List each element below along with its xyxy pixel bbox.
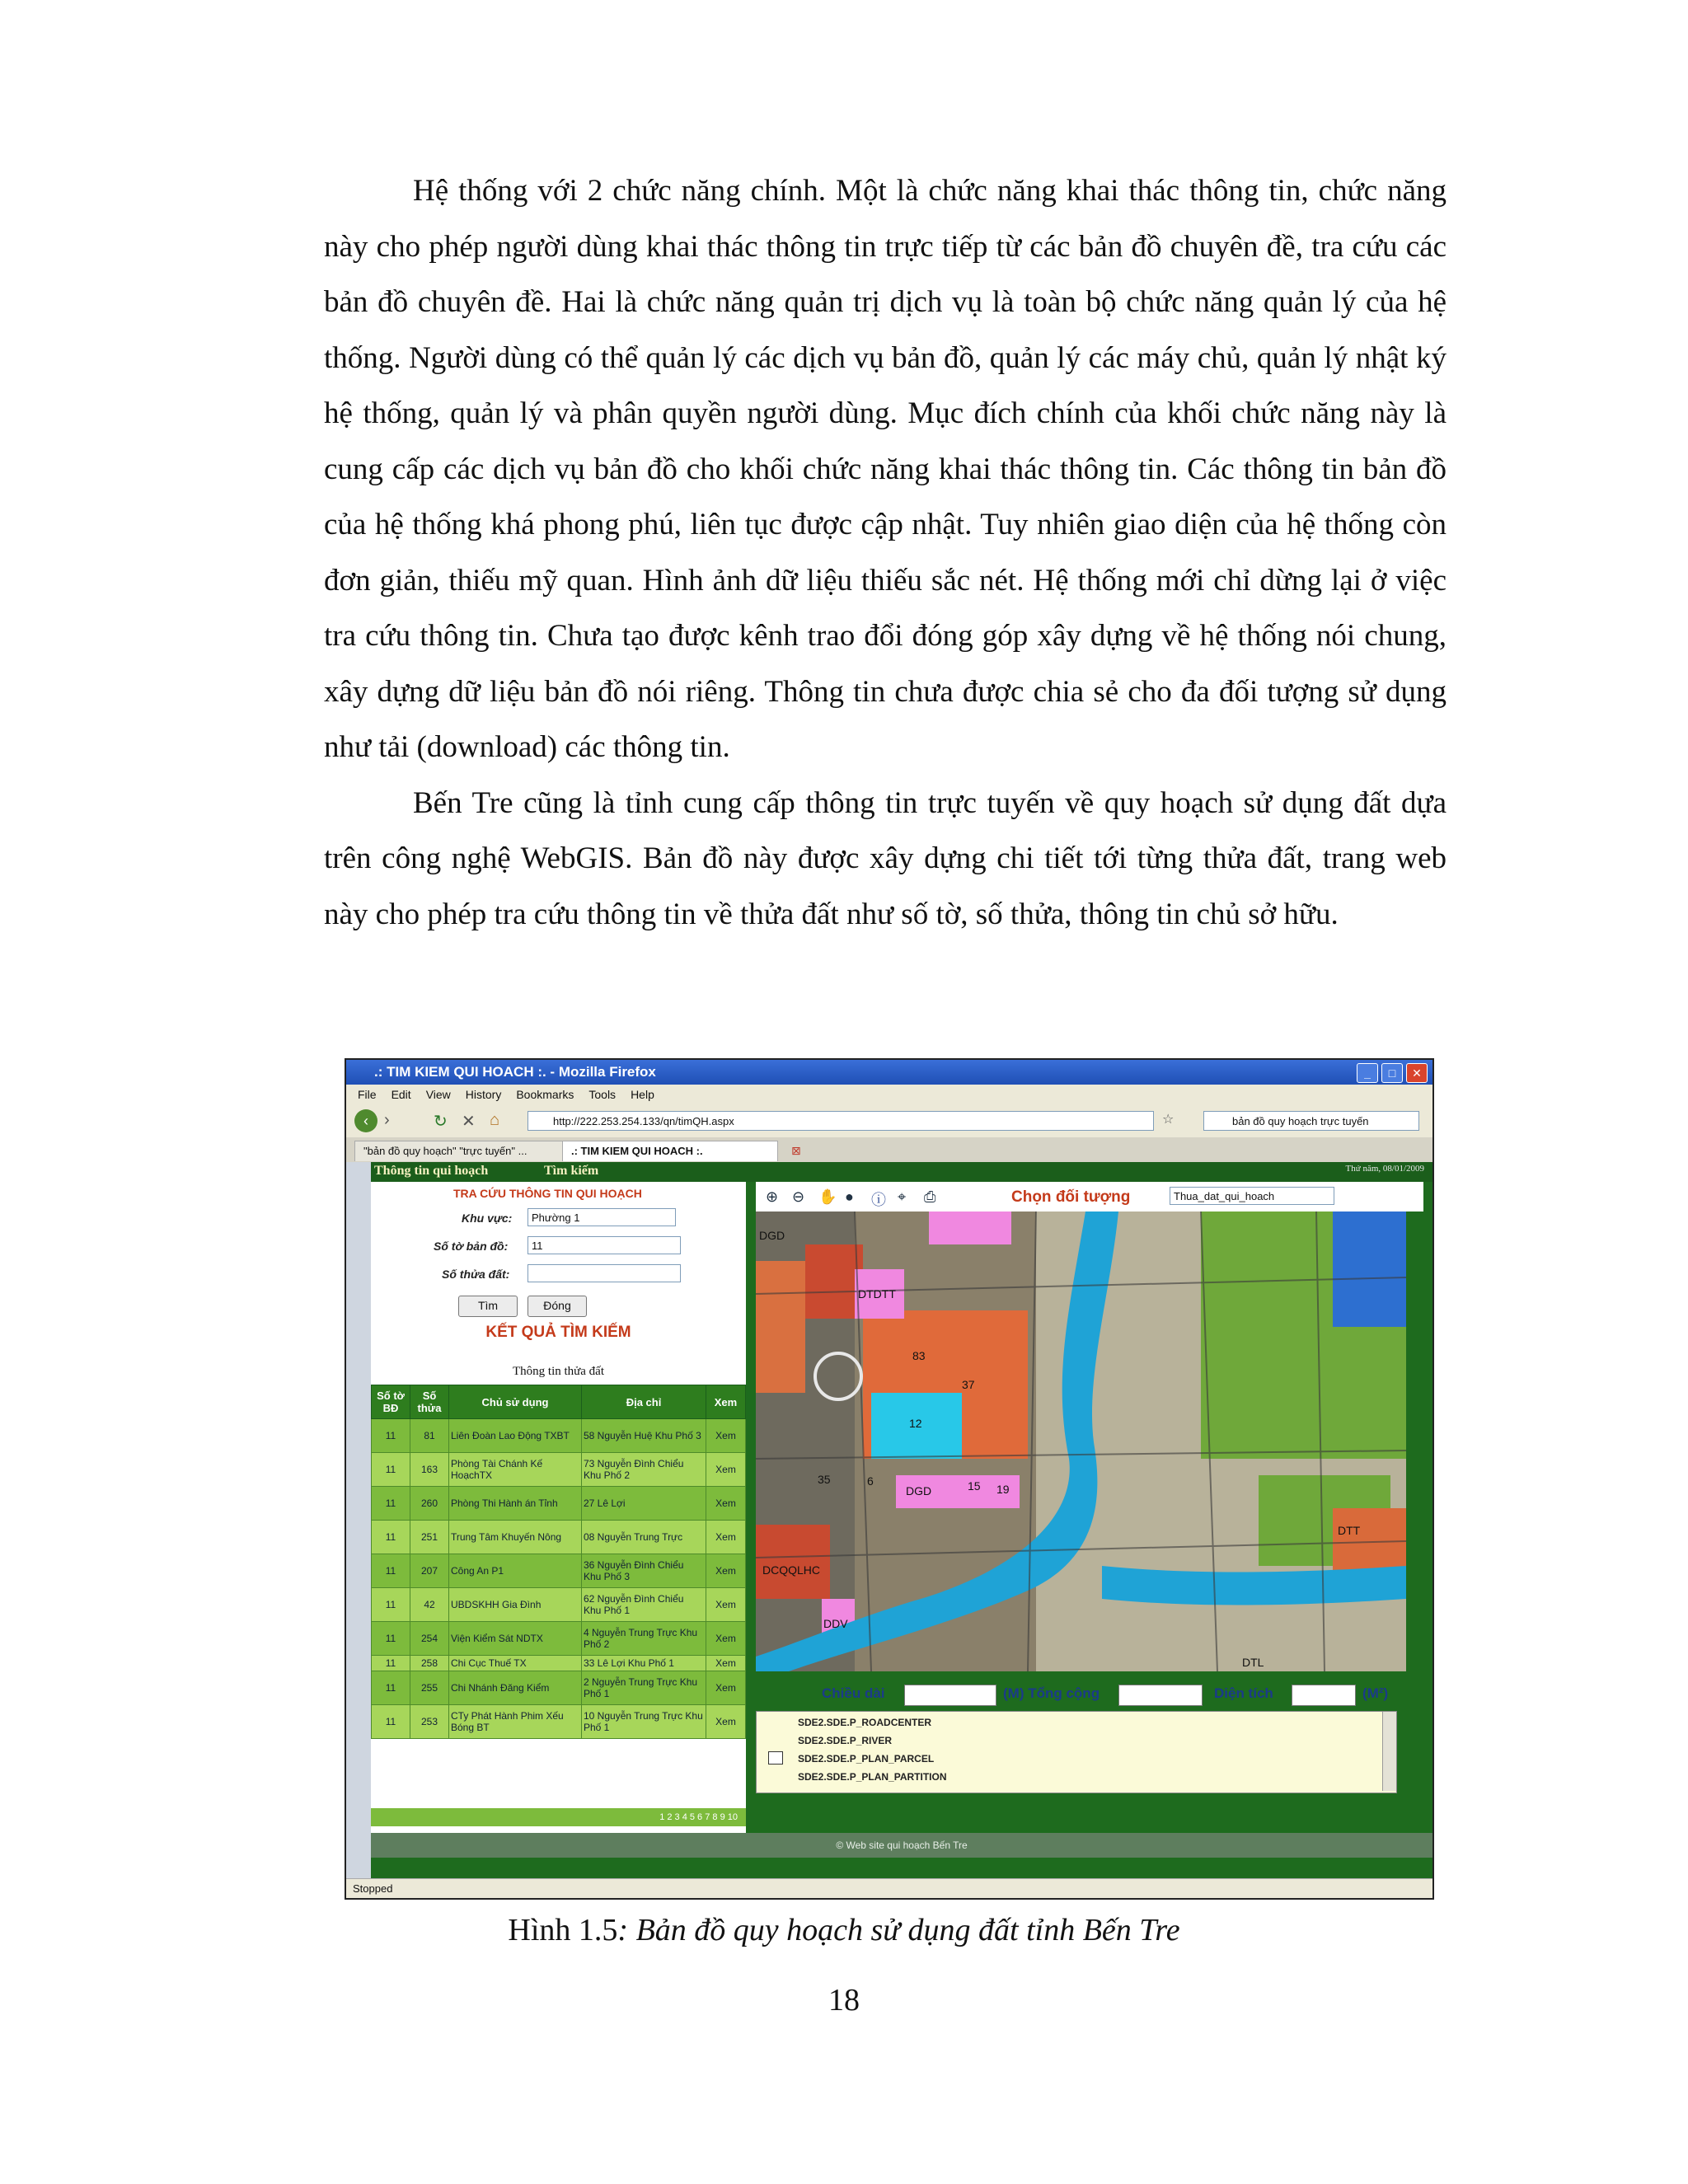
caption-prefix: Hình 1.5 [508,1913,618,1947]
dien-tich-label: Diện tích [1214,1685,1273,1701]
menu-history[interactable]: History [465,1088,502,1101]
info-icon[interactable]: ⓘ [871,1192,886,1208]
dien-tich-input[interactable] [1292,1685,1356,1706]
nav-thong-tin[interactable]: Thông tin qui hoạch [374,1164,489,1178]
sothua-input[interactable] [528,1264,681,1282]
search-input[interactable]: bản đồ quy hoạch trực tuyến [1203,1111,1419,1131]
stop-icon[interactable]: ✕ [462,1113,476,1131]
paragraph-2: Bến Tre cũng là tỉnh cung cấp thông tin trực tuyến về quy hoạch sử dụng đất dựa trên công nghệ WebGIS. Bản đồ này được xây dựng chi tiết tới từng thửa đất, trang web này cho phép tra cứu thông tin về thửa đất như số tờ, số thửa, thông tin chủ sở hữu. [324,785,1447,931]
cell-dia-chi: 73 Nguyễn Đình Chiểu Khu Phố 2 [582,1453,706,1487]
back-icon[interactable]: ‹ [354,1109,377,1132]
cell-xem[interactable]: Xem [706,1671,746,1705]
table-row [372,1622,746,1656]
map-label-dgd: DGD [906,1484,932,1497]
map-toolbar [756,1182,1423,1212]
menu-bookmarks[interactable]: Bookmarks [516,1088,574,1101]
url-input[interactable]: http://222.253.254.133/qn/timQH.aspx [528,1111,1154,1131]
map-canvas [756,1212,1406,1671]
date-label: Thứ năm, 08/01/2009 [1345,1164,1424,1174]
map-label-15: 15 [968,1479,981,1493]
cell-so-to: 11 [372,1656,410,1671]
cell-chu-su-dung: Chi Cục Thuế TX [449,1656,582,1671]
minimize-icon[interactable]: _ [1357,1063,1378,1083]
cell-so-thua: 253 [410,1705,449,1739]
status-bar: Stopped [346,1878,1432,1898]
paragraph-1: Hệ thống với 2 chức năng chính. Một là chức năng khai thác thông tin, chức năng này cho phép người dùng khai thác thông tin trực tiếp từ các bản đồ chuyên đề, tra cứu các bản đồ chuyên đề. Hai là chức năng quản trị dịch vụ là toàn bộ chức năng quản lý của hệ thống. Người dùng có thể quản lý các dịch vụ bản đồ, quản lý các máy chủ, quản lý nhật ký hệ thống, quản lý và phân quyền người dùng. Mục đích chính của khối chức năng này là cung cấp các dịch vụ bản đồ cho khối chức năng khai thác thông tin. Các thông tin bản đồ của hệ thống khá phong phú, liên tục được cập nhật. Tuy nhiên giao diện của hệ thống còn đơn giản, thiếu mỹ quan. Hình ảnh dữ liệu thiếu sắc nét. Hệ thống mới chỉ dừng lại ở việc tra cứu thông tin. Chưa tạo được kênh trao đổi đóng góp xây dựng về hệ thống nói chung, xây dựng dữ liệu bản đồ nói riêng. Thông tin chưa được chia sẻ cho đa đối tượng sử dụng như tải (download) các thông tin. [324,174,1447,764]
tong-cong-label: (M) Tổng cộng [1003,1685,1100,1701]
col-xem: Xem [706,1385,746,1419]
cell-chu-su-dung: Phòng Thi Hành án Tỉnh [449,1487,582,1521]
document-body [324,163,1447,942]
cell-chu-su-dung: CTy Phát Hành Phim Xếu Bóng BT [449,1705,582,1739]
tab-bar [346,1137,1432,1162]
cell-dia-chi: 27 Lê Lợi [582,1487,706,1521]
table-row [372,1487,746,1521]
cell-dia-chi: 36 Nguyễn Đình Chiểu Khu Phố 3 [582,1554,706,1588]
info-title: Thông tin thửa đất [512,1365,605,1378]
cell-chu-su-dung: Trung Tâm Khuyến Nông [449,1521,582,1554]
cell-xem[interactable]: Xem [706,1487,746,1521]
map-label-37: 37 [962,1378,975,1391]
map-label-6: 6 [867,1474,874,1488]
cell-xem[interactable]: Xem [706,1622,746,1656]
cell-chu-su-dung: Chi Nhánh Đăng Kiểm [449,1671,582,1705]
chieu-dai-label: Chiều dài [822,1685,885,1701]
table-row [372,1554,746,1588]
layer-scrollbar[interactable] [1382,1712,1396,1791]
khuvuc-select[interactable]: Phường 1 [528,1208,676,1226]
layer-plan-parcel[interactable]: SDE2.SDE.P_PLAN_PARCEL [798,1753,935,1765]
menu-bar [346,1085,1432,1104]
pan-hand-icon[interactable]: ✋ [818,1188,837,1205]
soto-label: Số tờ bản đồ: [434,1240,509,1253]
table-row [372,1588,746,1622]
col-dia-chi: Địa chỉ [582,1385,706,1419]
maximize-icon[interactable]: □ [1381,1063,1403,1083]
search-panel [371,1182,746,1833]
table-row [372,1453,746,1487]
cell-so-thua: 258 [410,1656,449,1671]
reload-icon[interactable]: ↻ [434,1113,448,1131]
site-footer: © Web site qui hoạch Bến Tre [371,1833,1432,1858]
chieu-dai-input[interactable] [904,1685,996,1706]
navigation-toolbar [346,1104,1432,1138]
sothua-label: Số thửa đất: [442,1268,510,1281]
map-label-ddv: DDV [823,1617,848,1630]
layer-river[interactable]: SDE2.SDE.P_RIVER [798,1735,893,1746]
khuvuc-label: Khu vực: [462,1212,513,1225]
cell-chu-su-dung: UBDSKHH Gia Đình [449,1588,582,1622]
table-row [372,1521,746,1554]
cell-so-thua: 255 [410,1671,449,1705]
map-label-12: 12 [909,1417,922,1430]
map-label-dgd-2: DGD [759,1229,785,1242]
dien-tich-unit: (M²) [1362,1685,1389,1701]
close-icon[interactable]: ✕ [1406,1063,1428,1083]
cell-so-to: 11 [372,1521,410,1554]
map-label-dtdtt: DTDTT [858,1287,896,1301]
doi-tuong-select[interactable]: Thua_dat_qui_hoach [1170,1187,1334,1205]
menu-edit[interactable]: Edit [391,1088,411,1101]
menu-help[interactable]: Help [631,1088,654,1101]
cell-so-to: 11 [372,1419,410,1453]
table-row [372,1671,746,1705]
tim-button[interactable]: Tìm [458,1296,518,1317]
cell-chu-su-dung: Phòng Tài Chánh Kế HoạchTX [449,1453,582,1487]
layer-plan-partition[interactable]: SDE2.SDE.P_PLAN_PARTITION [798,1771,947,1783]
cell-so-to: 11 [372,1705,410,1739]
soto-input[interactable]: 11 [528,1236,681,1254]
layer-roadcenter[interactable]: SDE2.SDE.P_ROADCENTER [798,1717,932,1728]
cell-so-to: 11 [372,1622,410,1656]
cell-xem[interactable]: Xem [706,1521,746,1554]
col-so-to: Số tờ BĐ [372,1385,410,1419]
cell-chu-su-dung: Viện Kiểm Sát NDTX [449,1622,582,1656]
cell-so-thua: 260 [410,1487,449,1521]
map-label-83: 83 [912,1349,926,1362]
cell-dia-chi: 2 Nguyễn Trung Trực Khu Phố 1 [582,1671,706,1705]
cell-dia-chi: 62 Nguyễn Đình Chiểu Khu Phố 1 [582,1588,706,1622]
cell-xem[interactable]: Xem [706,1588,746,1622]
cell-dia-chi: 08 Nguyễn Trung Trực [582,1521,706,1554]
figure-caption [0,1912,1688,1948]
cell-xem[interactable]: Xem [706,1419,746,1453]
cell-so-to: 11 [372,1453,410,1487]
result-table [371,1385,746,1739]
table-row [372,1705,746,1739]
map-label-dtt: DTT [1338,1524,1361,1537]
home-icon[interactable]: ⌂ [490,1111,500,1129]
page-number: 18 [828,1983,860,2018]
cell-so-thua: 207 [410,1554,449,1588]
menu-file[interactable]: File [358,1088,377,1101]
map-label-dtl: DTL [1242,1656,1264,1669]
table-row [372,1419,746,1453]
parcel-swatch-icon [768,1751,783,1765]
cell-dia-chi: 33 Lê Lợi Khu Phố 1 [582,1656,706,1671]
form-title: TRA CỨU THÔNG TIN QUI HOẠCH [453,1187,642,1200]
cell-dia-chi: 10 Nguyễn Trung Trực Khu Phố 1 [582,1705,706,1739]
cell-so-thua: 251 [410,1521,449,1554]
menu-tools[interactable]: Tools [588,1088,617,1101]
map-label-19: 19 [996,1483,1010,1496]
full-extent-icon[interactable]: ● [845,1188,854,1205]
caption-text: : Bản đồ quy hoạch sử dụng đất tỉnh Bến Tre [617,1913,1180,1947]
bookmark-star-icon[interactable]: ☆ [1162,1113,1175,1127]
zoom-out-icon[interactable]: ⊖ [792,1188,805,1205]
cell-xem[interactable]: Xem [706,1554,746,1588]
cell-xem[interactable]: Xem [706,1705,746,1739]
webgis-page [371,1162,1432,1878]
map-label-35: 35 [818,1473,831,1486]
cell-dia-chi: 4 Nguyễn Trung Trực Khu Phố 2 [582,1622,706,1656]
tab-search-results[interactable]: "bản đồ quy hoạch" "trực tuyến" ... [354,1141,570,1161]
map-view[interactable] [756,1212,1406,1671]
site-nav [371,1162,1432,1182]
cell-so-thua: 81 [410,1419,449,1453]
cell-so-thua: 163 [410,1453,449,1487]
col-chu-su-dung: Chủ sử dụng [449,1385,582,1419]
menu-view[interactable]: View [425,1088,451,1101]
cell-so-to: 11 [372,1487,410,1521]
tab-close-icon[interactable]: ⊠ [791,1144,801,1157]
measure-bar [756,1678,1423,1711]
cell-so-thua: 254 [410,1622,449,1656]
cell-so-to: 11 [372,1671,410,1705]
measure-icon[interactable]: ⌖ [898,1188,907,1205]
layer-list [756,1711,1397,1793]
result-title: KẾT QUẢ TÌM KIẾM [485,1324,631,1341]
cell-dia-chi: 58 Nguyễn Huệ Khu Phố 3 [582,1419,706,1453]
cell-xem[interactable]: Xem [706,1656,746,1671]
cell-so-thua: 42 [410,1588,449,1622]
cell-so-to: 11 [372,1554,410,1588]
map-label-dcqqlhc: DCQQLHC [762,1563,821,1577]
zoom-in-icon[interactable]: ⊕ [766,1188,779,1205]
cell-so-to: 11 [372,1588,410,1622]
tab-tim-kiem[interactable]: .: TIM KIEM QUI HOACH :. [562,1141,778,1161]
cell-chu-su-dung: Liên Đoàn Lao Động TXBT [449,1419,582,1453]
print-icon[interactable]: ⎙ [924,1188,936,1205]
forward-icon[interactable]: › [384,1111,390,1129]
window-titlebar [346,1060,1432,1085]
figure-screenshot [345,1058,1434,1900]
window-title: .: TIM KIEM QUI HOACH :. - Mozilla Firefox [374,1064,656,1080]
chon-doi-tuong-label: Chọn đối tượng [1011,1188,1131,1206]
pager[interactable]: 1 2 3 4 5 6 7 8 9 10 [371,1808,746,1826]
cell-xem[interactable]: Xem [706,1453,746,1487]
cell-chu-su-dung: Công An P1 [449,1554,582,1588]
nav-tim-kiem[interactable]: Tìm kiếm [544,1164,599,1178]
table-row [372,1656,746,1671]
col-so-thua: Số thửa [410,1385,449,1419]
dong-button[interactable]: Đóng [528,1296,587,1317]
tong-cong-input[interactable] [1118,1685,1203,1706]
